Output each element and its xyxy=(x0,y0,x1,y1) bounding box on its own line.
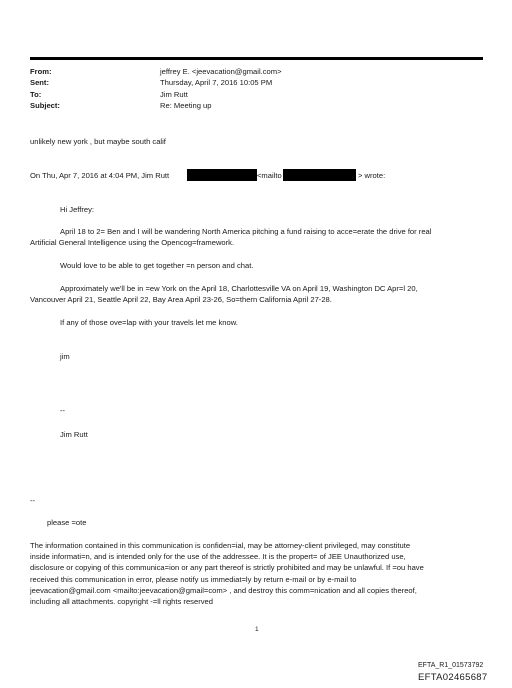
para3-line1: Approximately we'll be in =ew York on the April 18, Charlottesville VA on April 19, Washington DC Apr=l 20, xyxy=(60,284,418,293)
disclaimer-line: The information contained in this communication is confiden=ial, may be attorney-client privileged, may constitute xyxy=(30,541,411,550)
sign-short: jim xyxy=(60,352,70,361)
page-number: 1 xyxy=(255,626,259,633)
separator-dash: -- xyxy=(30,496,36,505)
reply-text: unlikely new york , but maybe south calif xyxy=(30,137,166,146)
disclaimer-line: received this communication in error, please notify us immediat=ly by return e-mail or by e-mail to xyxy=(30,575,357,584)
quote-intro-suffix: > wrote: xyxy=(358,171,386,180)
para4: If any of those ove=lap with your travels let me know. xyxy=(60,318,238,327)
para1-line1: April 18 to 2= Ben and I will be wandering North America pitching a fund raising to acce=erate the drive for real xyxy=(60,227,432,236)
para3-line2: Vancouver April 21, Seattle April 22, Bay Area April 23-26, So=thern California April 27-28. xyxy=(30,295,332,304)
disclaimer-line: jeevacation@gmail.com <mailto:jeevacation@gmail=com> , and destroy this comm=nication and all copies thereof, xyxy=(30,586,417,595)
please-note: please =ote xyxy=(47,518,87,527)
disclaimer-line: including all attachments. copyright -=ll rights reserved xyxy=(30,597,213,606)
to-label: To: xyxy=(30,90,42,99)
signature-dash: -- xyxy=(60,406,66,415)
to-value: Jim Rutt xyxy=(160,90,188,99)
signature-name: Jim Rutt xyxy=(60,430,88,439)
sent-label: Sent: xyxy=(30,78,49,87)
para1-line2: Artificial General Intelligence using the Opencog=framework. xyxy=(30,238,235,247)
para2: Would love to be able to get together =n person and chat. xyxy=(60,261,254,270)
quote-intro-mailto: <mailto xyxy=(257,171,282,180)
redaction-block xyxy=(283,169,356,181)
quote-intro-prefix: On Thu, Apr 7, 2016 at 4:04 PM, Jim Rutt xyxy=(30,171,170,180)
header-rule xyxy=(30,57,483,60)
from-value: jeffrey E. <jeevacation@gmail.com> xyxy=(160,67,282,76)
footer-id-secondary: EFTA02465687 xyxy=(418,672,488,683)
sent-value: Thursday, April 7, 2016 10:05 PM xyxy=(160,78,273,87)
greeting: Hi Jeffrey: xyxy=(60,205,95,214)
disclaimer-line: inside informati=n, and is intended only for the use of the addressee. It is the propert= of JEE Unauthorized use, xyxy=(30,552,406,561)
subject-value: Re: Meeting up xyxy=(160,101,212,110)
redaction-block xyxy=(187,169,257,181)
footer-id-primary: EFTA_R1_01573792 xyxy=(418,662,484,669)
subject-label: Subject: xyxy=(30,101,60,110)
from-label: From: xyxy=(30,67,52,76)
disclaimer-line: disclosure or copying of this communica=ion or any part thereof is strictly prohibited and may be unlawful. If =ou have xyxy=(30,563,424,572)
